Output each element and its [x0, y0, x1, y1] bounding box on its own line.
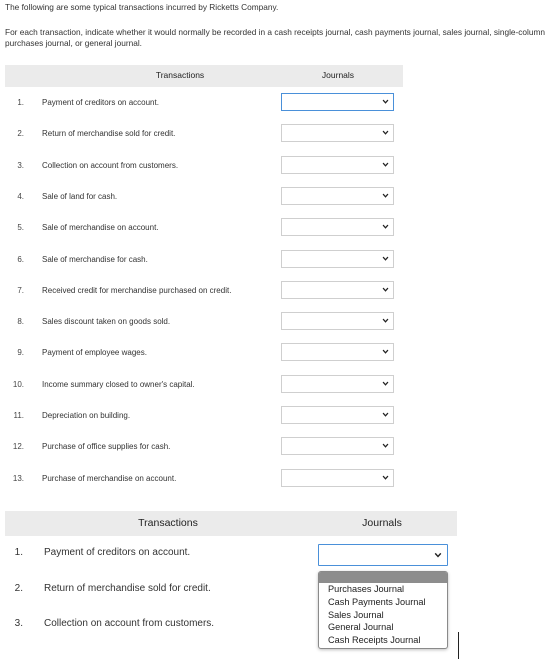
table-row [5, 124, 403, 146]
row-number: 1. [17, 98, 24, 107]
row-number: 5. [17, 223, 24, 233]
chevron-down-icon [382, 474, 389, 481]
chevron-down-icon [382, 286, 389, 293]
chevron-down-icon [382, 255, 389, 262]
transaction-text: Income summary closed to owner's capital. [42, 379, 195, 389]
table-row [5, 156, 403, 178]
row-number: 13. [12, 473, 24, 483]
table-row [5, 218, 403, 240]
row-number: 2. [17, 129, 24, 139]
journal-select[interactable] [281, 312, 394, 330]
transaction-text: Sales discount taken on goods sold. [42, 317, 171, 327]
journal-dropdown-list [318, 571, 448, 649]
zoomed-table-header [5, 511, 457, 536]
chevron-down-icon [382, 317, 389, 324]
chevron-down-icon [382, 98, 389, 105]
table-row [5, 187, 403, 209]
row-number: 6. [17, 254, 24, 264]
table-row [5, 93, 403, 115]
journal-select[interactable] [281, 469, 394, 487]
dropdown-option[interactable]: Cash Payments Journal [328, 596, 426, 607]
row-number: 3. [14, 618, 23, 629]
chevron-down-icon [382, 380, 389, 387]
journal-select[interactable] [281, 218, 394, 236]
table-row [5, 437, 403, 459]
journal-select-focused[interactable] [318, 544, 448, 566]
journal-select[interactable] [281, 93, 394, 111]
row-number: 1. [14, 547, 23, 558]
row-number: 3. [17, 160, 24, 170]
row-number: 11. [13, 411, 24, 420]
transaction-text: Sale of land for cash. [42, 191, 118, 201]
header-journals: Journals [321, 70, 355, 80]
row-number: 8. [17, 317, 24, 327]
journal-select[interactable] [281, 406, 394, 424]
chevron-down-icon [382, 411, 389, 418]
transaction-text: Sale of merchandise for cash. [42, 254, 148, 264]
transaction-text: Payment of creditors on account. [44, 547, 191, 558]
dropdown-option[interactable]: Purchases Journal [328, 584, 405, 594]
table-row [5, 343, 403, 365]
transaction-text: Return of merchandise sold for credit. [44, 582, 211, 594]
instructions-line-1: The following are some typical transactions incurred by Ricketts Company. [5, 2, 279, 12]
transaction-text: Payment of creditors on account. [42, 98, 159, 107]
transaction-text: Collection on account from customers. [42, 160, 179, 170]
row-number: 4. [17, 191, 24, 201]
journal-select[interactable] [281, 375, 394, 393]
table-row [5, 312, 403, 334]
table-row [5, 375, 403, 397]
chevron-down-icon [382, 161, 389, 168]
chevron-down-icon [382, 348, 389, 355]
transaction-text: Return of merchandise sold for credit. [42, 129, 176, 139]
zoomed-header-transactions: Transactions [138, 517, 198, 529]
header-transactions: Transactions [155, 70, 205, 80]
journal-select[interactable] [281, 187, 394, 205]
dropdown-option-blank[interactable] [319, 572, 447, 583]
dropdown-option[interactable]: General Journal [328, 622, 394, 633]
divider-line [458, 632, 459, 659]
chevron-down-icon [382, 442, 389, 449]
journal-select[interactable] [281, 437, 394, 455]
row-number: 12. [12, 442, 24, 452]
transaction-text: Collection on account from customers. [44, 618, 215, 629]
chevron-down-icon [382, 129, 389, 136]
row-number: 2. [14, 582, 23, 594]
journal-select[interactable] [281, 124, 394, 142]
transaction-text: Purchase of merchandise on account. [42, 473, 177, 483]
journal-select[interactable] [281, 343, 394, 361]
table-row [5, 469, 403, 491]
journal-select[interactable] [281, 281, 394, 299]
transaction-text: Purchase of office supplies for cash. [42, 442, 171, 452]
chevron-down-icon [382, 223, 389, 230]
chevron-down-icon [382, 192, 389, 199]
table-row [5, 250, 403, 272]
transaction-text: Received credit for merchandise purchased on credit. [42, 285, 232, 295]
table-row [5, 406, 403, 428]
journal-select[interactable] [281, 250, 394, 268]
dropdown-option[interactable]: Cash Receipts Journal [328, 635, 421, 646]
table-header [5, 65, 403, 87]
row-number: 7. [17, 285, 24, 295]
transaction-text: Payment of employee wages. [42, 348, 147, 358]
dropdown-option[interactable]: Sales Journal [328, 609, 384, 620]
table-row [5, 281, 403, 303]
transaction-text: Sale of merchandise on account. [42, 223, 159, 233]
journal-select[interactable] [281, 156, 394, 174]
instructions-line-2: For each transaction, indicate whether it would normally be recorded in a cash receipts journal, cash payments journal, sales journal, single-column purchases journal, or general journal. [5, 27, 546, 48]
row-number: 10. [12, 379, 24, 389]
row-number: 9. [17, 348, 24, 358]
transaction-text: Depreciation on building. [42, 411, 131, 420]
chevron-down-icon [434, 551, 442, 559]
zoomed-header-journals: Journals [362, 517, 402, 529]
